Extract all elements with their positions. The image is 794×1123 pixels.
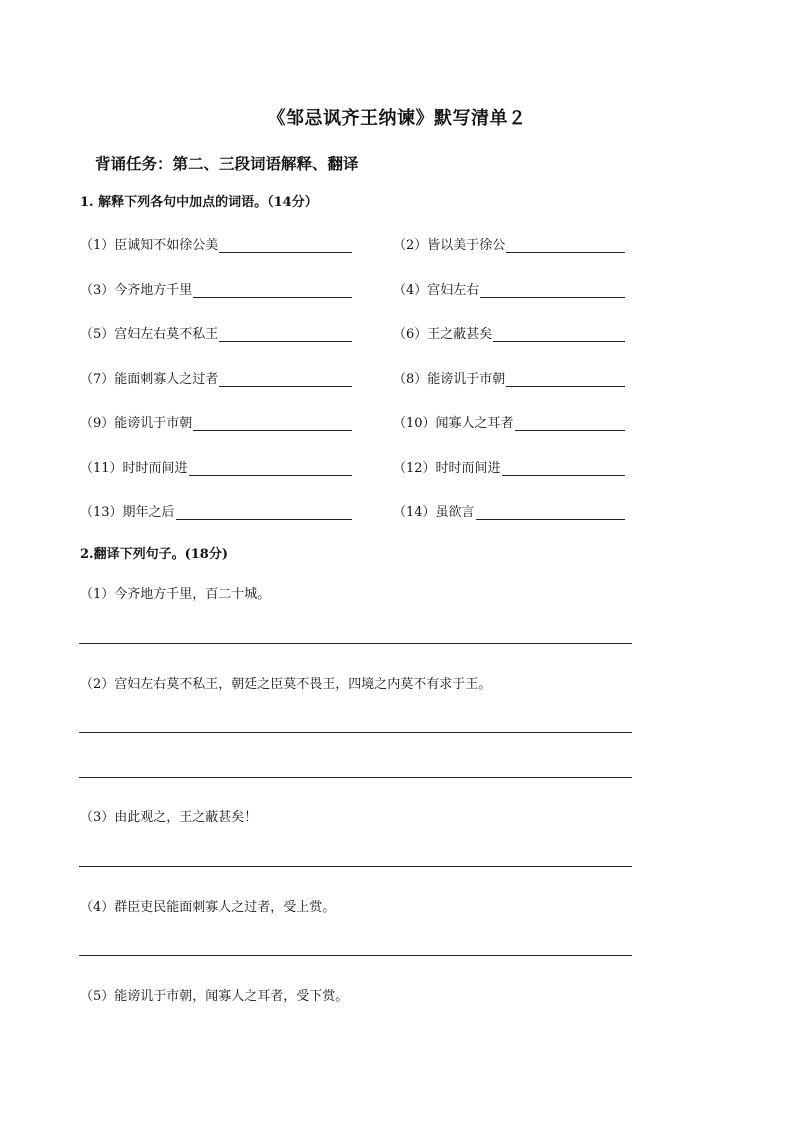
- vocab-item-text: （9）能谤讥于市朝: [80, 416, 193, 431]
- recitation-task: 背诵任务：第二、三段词语解释、翻译: [95, 154, 359, 173]
- vocab-item-10: [393, 412, 625, 431]
- answer-line[interactable]: [79, 643, 632, 644]
- vocab-item-6: [393, 323, 625, 342]
- vocab-item-text: （3）今齐地方千里: [80, 283, 193, 298]
- answer-line[interactable]: [79, 777, 632, 778]
- vocab-item-7: [80, 368, 352, 387]
- vocab-item-text: （7）能面刺寡人之过者: [80, 372, 219, 387]
- vocab-item-8: [393, 368, 625, 387]
- answer-blank[interactable]: [193, 284, 352, 298]
- vocab-item-text: （12）时时而间进: [393, 461, 501, 476]
- answer-blank[interactable]: [476, 506, 625, 520]
- vocab-item-text: （11）时时而间进: [80, 461, 188, 476]
- answer-blank[interactable]: [219, 239, 352, 253]
- vocab-item-text: （8）能谤讥于市朝: [393, 372, 506, 387]
- translation-sentence-1: （1）今齐地方千里，百二十城。: [80, 587, 271, 602]
- answer-blank[interactable]: [219, 373, 352, 387]
- answer-blank[interactable]: [219, 328, 352, 342]
- translation-sentence-4: （4）群臣吏民能面刺寡人之过者，受上赏。: [80, 900, 336, 915]
- vocab-item-text: （5）宫妇左右莫不私王: [80, 327, 219, 342]
- vocab-item-5: [80, 323, 352, 342]
- vocab-item-14: [393, 501, 625, 520]
- vocab-item-text: （2）皆以美于徐公: [393, 238, 506, 253]
- vocab-item-11: [80, 457, 352, 476]
- vocab-item-text: （13）期年之后: [80, 505, 175, 520]
- answer-blank[interactable]: [189, 462, 352, 476]
- vocab-item-3: [80, 279, 352, 298]
- answer-line[interactable]: [79, 955, 632, 956]
- vocab-item-13: [80, 501, 352, 520]
- vocab-item-4: [393, 279, 625, 298]
- translation-sentence-2: （2）宫妇左右莫不私王，朝廷之臣莫不畏王，四境之内莫不有求于王。: [80, 677, 492, 692]
- section1-heading: 1. 解释下列各句中加点的词语。（14分）: [80, 195, 318, 210]
- answer-line[interactable]: [79, 732, 632, 733]
- vocab-item-12: [393, 457, 625, 476]
- translation-sentence-5: （5）能谤讥于市朝，闻寡人之耳者，受下赏。: [80, 989, 349, 1004]
- answer-blank[interactable]: [515, 417, 625, 431]
- answer-blank[interactable]: [506, 373, 625, 387]
- vocab-item-text: （6）王之蔽甚矣: [393, 327, 493, 342]
- section2-heading: 2.翻译下列句子。(18分): [80, 547, 228, 562]
- vocab-item-9: [80, 412, 352, 431]
- vocab-item-2: [393, 234, 625, 253]
- translation-sentence-3: （3）由此观之，王之蔽甚矣！: [80, 810, 258, 825]
- vocab-item-text: （1）臣诚知不如徐公美: [80, 238, 219, 253]
- vocab-item-text: （10）闻寡人之耳者: [393, 416, 514, 431]
- answer-line[interactable]: [79, 866, 632, 867]
- answer-blank[interactable]: [480, 284, 625, 298]
- vocab-item-text: （14）虽欲言: [393, 505, 475, 520]
- answer-blank[interactable]: [193, 417, 352, 431]
- vocab-item-text: （4）宫妇左右: [393, 283, 480, 298]
- answer-blank[interactable]: [506, 239, 625, 253]
- worksheet-title: 《邹忌讽齐王纳谏》默写清单２: [267, 108, 527, 129]
- answer-blank[interactable]: [502, 462, 625, 476]
- answer-blank[interactable]: [176, 506, 352, 520]
- vocab-item-1: [80, 234, 352, 253]
- answer-blank[interactable]: [493, 328, 625, 342]
